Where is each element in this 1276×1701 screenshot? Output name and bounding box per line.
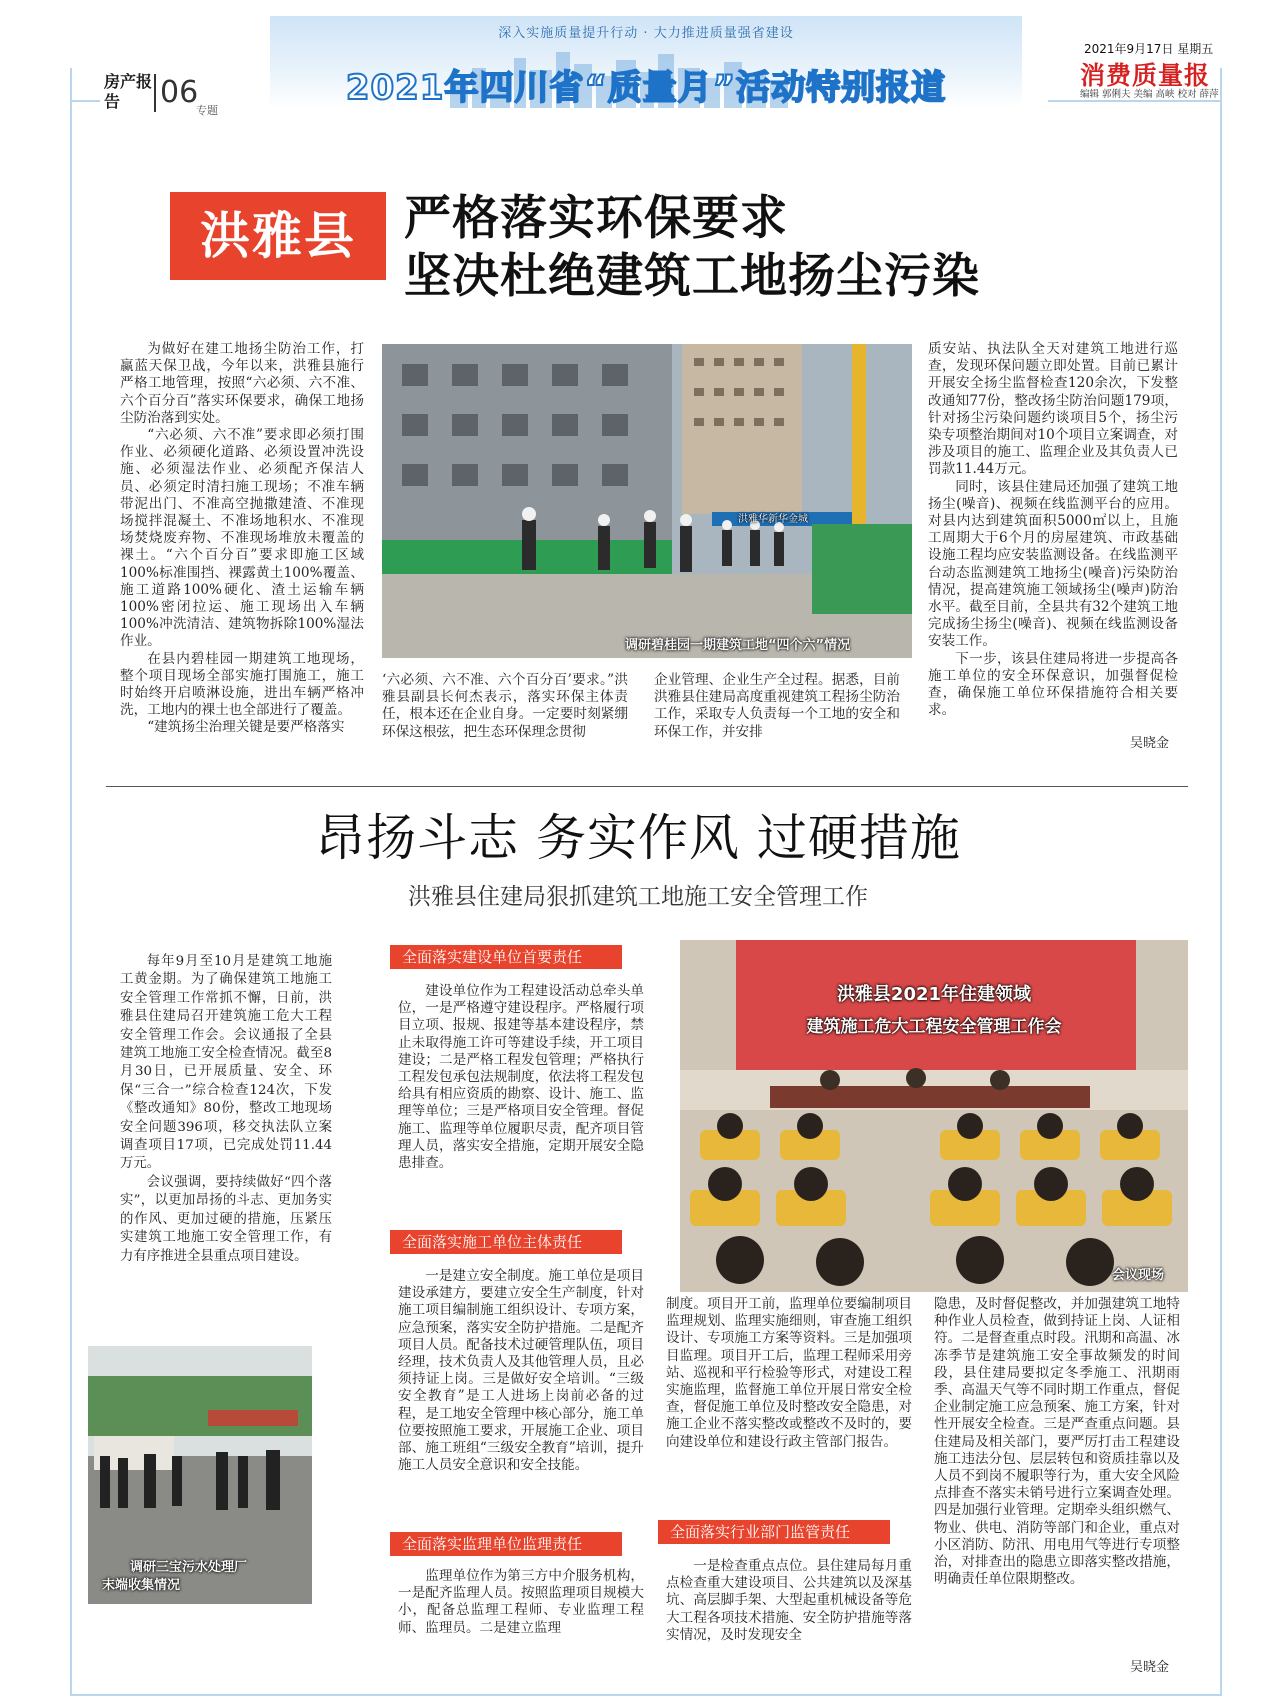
page-number: 06: [160, 75, 199, 110]
article2-column-3: [666, 1296, 912, 1451]
article2-intro: [120, 953, 332, 1266]
masthead-title: 2021年四川省“质量月”活动特别报道: [345, 68, 947, 108]
county-label: 洪雅县: [170, 192, 386, 280]
construction-unit-text: [398, 983, 644, 1172]
paragraph: 为做好在建工地扬尘防治工作，打赢蓝天保卫战，今年以来，洪雅县施行严格工地管理，按照“六必须、六不准、六个百分百”落实环保要求，确保工地扬尘防治落到实处。: [120, 341, 364, 426]
industry-dept-text: [666, 1558, 912, 1644]
paragraph: 隐患，及时督促整改，并加强建筑工地特种作业人员检查，做到持证上岗、人证相符。二是督查重点时段。汛期和高温、冰冻季节是建筑施工安全事故频发的时间段，县住建局要拟定冬季施工、汛期雨季、高温天气等不同时期工作重点，督促企业制定施工应急预案、施工方案，针对性开展安全检查。三是严查重点问题。县住建局及相关部门，要严厉打击工程建设施工违法分包、层层转包和资质挂靠以及人员不到岗不履职等行为，重大安全风险点排查不落实未销号进行立案调查处理。四是加强行业管理。定期牵头组织燃气、物业、供电、消防等部门和企业，重点对小区消防、防汛、用电用气等进行专项整治，对排查出的隐患立即落实整改措施，明确责任单位限期整改。: [934, 1296, 1180, 1588]
construction-site-photo: [382, 344, 912, 658]
site-sign-text: 洪雅华新华金城: [738, 514, 808, 525]
meeting-banner-line-2: 建筑施工危大工程安全管理工作会: [806, 1017, 1062, 1037]
paragraph: 制度。项目开工前，监理单位要编制项目监理规划、监理实施细则，审查施工组织设计、专项施工方案等资料。三是加强项目监理。项目开工后，监理工程师采用旁站、巡视和平行检验等形式，对建设工程实施监理，监督施工单位开展日常安全检查，督促施工单位及时整改安全隐患，对施工企业不落实整改或整改不及时的，要向建设单位和建设行政主管部门报告。: [666, 1296, 912, 1450]
article1-author: 吴晓金: [1130, 736, 1170, 751]
article-divider: [106, 786, 1188, 787]
article1-column-4: [928, 341, 1178, 719]
photo-caption: 调研碧桂园一期建筑工地“四个六”情况: [625, 638, 851, 653]
supervision-unit-text: [398, 1568, 644, 1637]
frame-rule-right: [1048, 100, 1222, 102]
article2-column-4: [934, 1296, 1180, 1588]
paragraph: ‘六必须、六不准、六个百分百’要求。”洪雅县副县长何杰表示，落实环保主体责任，根本还在企业自身。一定要时刻紧绷环保这根弦，把生态环保理念贯彻: [382, 672, 628, 740]
paragraph: 同时，该县住建局还加强了建筑工地扬尘(噪音)、视频在线监测平台的应用。对县内达到建筑面积5000㎡以上，且施工周期大于6个月的房屋建筑、市政基础设施工程均应安装监测设备。在线监测平台动态监测建筑工地扬尘(噪音)污染防治情况，提高建筑施工领域扬尘(噪声)防治水平。截至目前，全县共有32个建筑工地完成扬尘扬尘(噪音)、视频在线监测设备安装工作。: [928, 478, 1178, 650]
masthead-banner: [270, 16, 1022, 108]
article2-author: 吴晓金: [1130, 1660, 1170, 1675]
editor-credits: 编辑 郭俐夫 美编 高峡 校对 薛萍: [1080, 89, 1219, 100]
paragraph: 每年9月至10月是建筑工地施工黄金期。为了确保建筑工地施工安全管理工作常抓不懈，日前，洪雅县住建局召开建筑施工危大工程安全管理工作会。会议通报了全县建筑工地施工安全检查情况。截至8月30日，已开展质量、安全、环保“三合一”综合检查124次，下发《整改通知》80份，整改工地现场安全问题396项，移交执法队立案调查项目17项，已完成处罚11.44万元。: [120, 954, 332, 1172]
paragraph: “六必须、六不准”要求即必须打围作业、必须硬化道路、必须设置冲洗设施、必须湿法作业、必须配齐保洁人员、必须定时清扫施工现场；不准车辆带泥出门、不准高空抛撒建渣、不准现场搅拌混凝土、不准场地积水、不准现场焚烧废弃物、不准现场堆放未覆盖的裸土。“六个百分百”要求即施工区域100%标准围挡、裸露黄土100%覆盖、施工道路100%硬化、渣土运输车辆100%密闭拉运、施工现场出入车辆100%冲洗清洁、建筑物拆除100%湿法作业。: [120, 427, 364, 650]
section-divider: [154, 74, 156, 112]
article2-headline: 昂扬斗志 务实作风 过硬措施: [315, 809, 961, 867]
meeting-banner-line-1: 洪雅县2021年住建领域: [836, 984, 1032, 1005]
masthead-slogan: 深入实施质量提升行动 · 大力推进质量强省建设: [498, 26, 794, 41]
paragraph: 下一步，该县住建局将进一步提高各施工单位的安全环保意识，加强督促检查，确保施工单位环保措施符合相关要求。: [928, 650, 1178, 719]
section-name: 房产报告: [104, 72, 153, 111]
paragraph: 在县内碧桂园一期建筑工地现场，整个项目现场全部实施打围施工，施工时始终开启喷淋设施，进出车辆严格冲洗，工地内的裸土也全部进行了覆盖。: [120, 650, 364, 719]
builder-unit-text: [398, 1268, 644, 1474]
construction-illustration: [382, 344, 912, 658]
issue-date: 2021年9月17日 星期五: [1084, 42, 1214, 56]
paragraph: “建筑扬尘治理关键是要严格落实: [147, 719, 345, 736]
paragraph: 一是建立安全制度。施工单位是项目建设承建方，要建立安全生产制度，针对施工项目编制施工组织设计、专项方案，应急预案，落实安全防护措施。二是配齐项目人员。配备技术过硬管理队伍，项目经理，技术负责人及其他管理人员，且必须持证上岗。三是做好安全培训。“三级安全教育”是工人进场上岗前必备的过程，是工地安全管理中核心部分，施工单位要按照施工要求，开展施工企业、项目部、施工班组“三级安全教育”培训，提升施工人员安全意识和安全技能。: [398, 1268, 644, 1474]
section-tag-construction-unit: 全面落实建设单位首要责任: [390, 945, 622, 969]
section-tag-supervision-unit: 全面落实监理单位监理责任: [390, 1532, 622, 1556]
meeting-photo: [680, 940, 1188, 1292]
paragraph: 建设单位作为工程建设活动总牵头单位，一是严格遵守建设程序。严格履行项目立项、报规、报建等基本建设程序，禁止未取得施工许可等建设手续，开工项目建设；二是严格工程发包管理；严格执行工程发包承包法规制度，依法将工程发包给具有相应资质的勘察、设计、施工、监理等单位；三是严格项目安全管理。督促施工、监理等单位履职尽责，配齐项目管理人员，落实安全措施，定期开展安全隐患排查。: [398, 983, 644, 1172]
photo-caption-line-1: 调研三宝污水处理厂: [130, 1560, 248, 1575]
sewage-plant-photo: [88, 1346, 312, 1604]
paragraph: 质安站、执法队全天对建筑工地进行巡查，发现环保问题立即处置。目前已累计开展安全扬尘监督检查120余次，下发整改通知77份，整改扬尘防治问题179项，针对扬尘污染问题约谈项目5个，扬尘污染专项整治期间对10个项目立案调查，对涉及项目的施工、监理企业及其负责人已罚款11.44万元。: [928, 341, 1178, 478]
article1-column-2: [382, 672, 628, 741]
meeting-photo-caption: 会议现场: [1112, 1268, 1165, 1283]
headline-line-2: 坚决杜绝建筑工地扬尘污染: [404, 249, 980, 304]
article1-column-1: [120, 341, 364, 737]
paragraph: 企业管理、企业生产全过程。据悉，目前洪雅县住建局高度重视建筑工程扬尘防治工作，采取专人负责每一个工地的安全和环保工作，并安排: [654, 672, 900, 740]
section-tag-industry-dept: 全面落实行业部门监管责任: [658, 1520, 890, 1544]
frame-rule-left: [70, 100, 100, 102]
paper-logo: 消费质量报: [1080, 61, 1211, 90]
section-tag-builder-unit: 全面落实施工单位主体责任: [390, 1230, 622, 1254]
photo-caption-line-2: 末端收集情况: [102, 1578, 181, 1593]
article2-subheadline: 洪雅县住建局狠抓建筑工地施工安全管理工作: [408, 884, 868, 910]
article1-headline: [404, 190, 980, 306]
paragraph: 会议强调，要持续做好“四个落实”，以更加昂扬的斗志、更加务实的作风、更加过硬的措施，压紧压实建筑工地施工安全管理工作，有力有序推进全县重点项目建设。: [120, 1174, 332, 1264]
page-type: 专题: [196, 104, 218, 117]
article1-column-3: [654, 672, 900, 741]
headline-line-1: 严格落实环保要求: [404, 191, 788, 246]
paragraph: 一是检查重点点位。县住建局每月重点检查重大建设项目、公共建筑以及深基坑、高层脚手架、大型起重机械设备等危大工程各项技术措施、安全防护措施等落实情况，及时发现安全: [666, 1558, 912, 1643]
paragraph: 监理单位作为第三方中介服务机构，一是配齐监理人员。按照监理项目规模大小，配备总监理工程师、专业监理工程师、监理员。二是建立监理: [398, 1568, 644, 1636]
